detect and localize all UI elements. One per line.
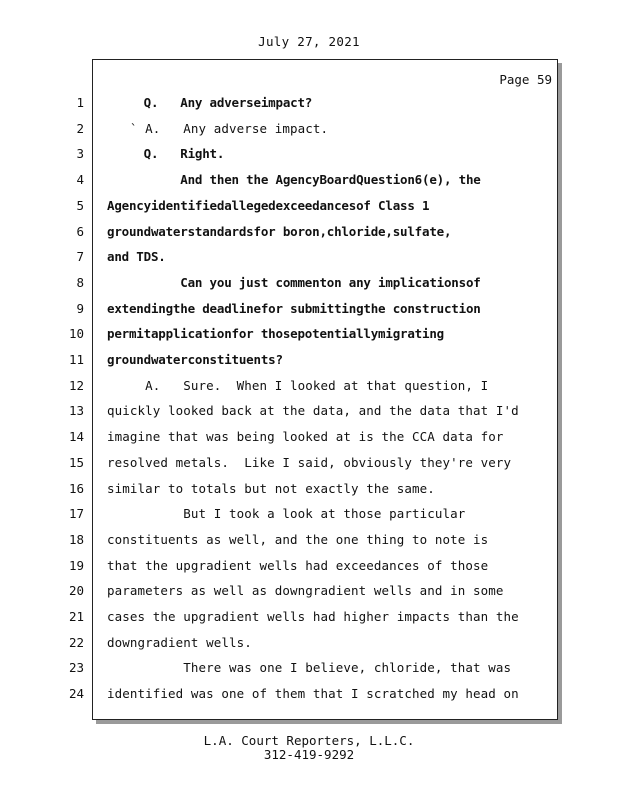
line-text: cases the upgradient wells had higher impacts than the (107, 609, 519, 624)
line-number: 5 (76, 197, 84, 213)
line-number: 21 (68, 609, 84, 624)
line-text: Q. Any adverseimpact? (107, 95, 313, 110)
line-number: 16 (68, 480, 84, 496)
line-number: 20 (68, 583, 84, 599)
transcript-date: July 27, 2021 (258, 34, 360, 49)
line-text: identified was one of them that I scratched my head on (107, 686, 519, 702)
line-text: parameters as well as downgradient wells and in some (107, 583, 504, 599)
line-number: 22 (68, 634, 84, 650)
line-text: downgradient wells. (107, 634, 252, 650)
line-text: permitapplicationfor thosepotentiallymigrating (107, 326, 444, 342)
line-text: groundwaterstandardsfor boron,chloride,sulfate, (107, 223, 452, 239)
line-text: And then the AgencyBoardQuestion6(e), the (107, 172, 481, 188)
line-number: 10 (68, 326, 84, 342)
page-number: Page 59 (499, 72, 552, 87)
footer-company: L.A. Court Reporters, L.L.C. (203, 733, 415, 748)
line-text: constituents as well, and the one thing to note is (107, 531, 489, 547)
line-number: 17 (68, 506, 84, 522)
line-text: ` A. Any adverse impact. (107, 120, 329, 136)
line-text: quickly looked back at the data, and the data that I'd (107, 403, 519, 419)
line-number: 12 (68, 377, 84, 393)
line-number: 3 (76, 146, 84, 162)
line-text: imagine that was being looked at is the CCA data for (107, 429, 504, 445)
line-text: Agencyidentifiedallegedexceedancesof Class 1 (107, 197, 430, 213)
line-number: 23 (68, 660, 84, 676)
line-number: 19 (68, 557, 84, 573)
line-text: Q. Right. (107, 146, 225, 162)
line-number: 9 (76, 300, 84, 316)
line-text: and TDS. (107, 249, 166, 265)
line-text: resolved metals. Like I said, obviously they're very (107, 454, 512, 470)
line-text: extendingthe deadlinefor submittingthe construction (107, 300, 481, 316)
line-number: 6 (76, 223, 84, 239)
line-number: 13 (68, 403, 84, 419)
line-number: 1 (76, 95, 84, 110)
line-number: 18 (68, 531, 84, 547)
line-number: 4 (76, 172, 84, 188)
line-number: 2 (76, 120, 84, 136)
line-text: A. Sure. When I looked at that question, I (107, 377, 489, 393)
line-number: 15 (68, 454, 84, 470)
line-number: 24 (68, 686, 84, 702)
line-text: But I took a look at those particular (107, 506, 466, 522)
line-text: There was one I believe, chloride, that was (107, 660, 512, 676)
line-text: that the upgradient wells had exceedances of those (107, 557, 489, 573)
line-text: groundwaterconstituents? (107, 352, 283, 367)
line-number: 7 (76, 249, 84, 265)
line-text: similar to totals but not exactly the same. (107, 480, 435, 496)
line-number: 11 (68, 352, 84, 367)
line-text: Can you just commenton any implicationsof (107, 274, 481, 290)
line-number: 8 (76, 274, 84, 290)
footer-phone: 312-419-9292 (263, 747, 355, 762)
line-number: 14 (68, 429, 84, 445)
